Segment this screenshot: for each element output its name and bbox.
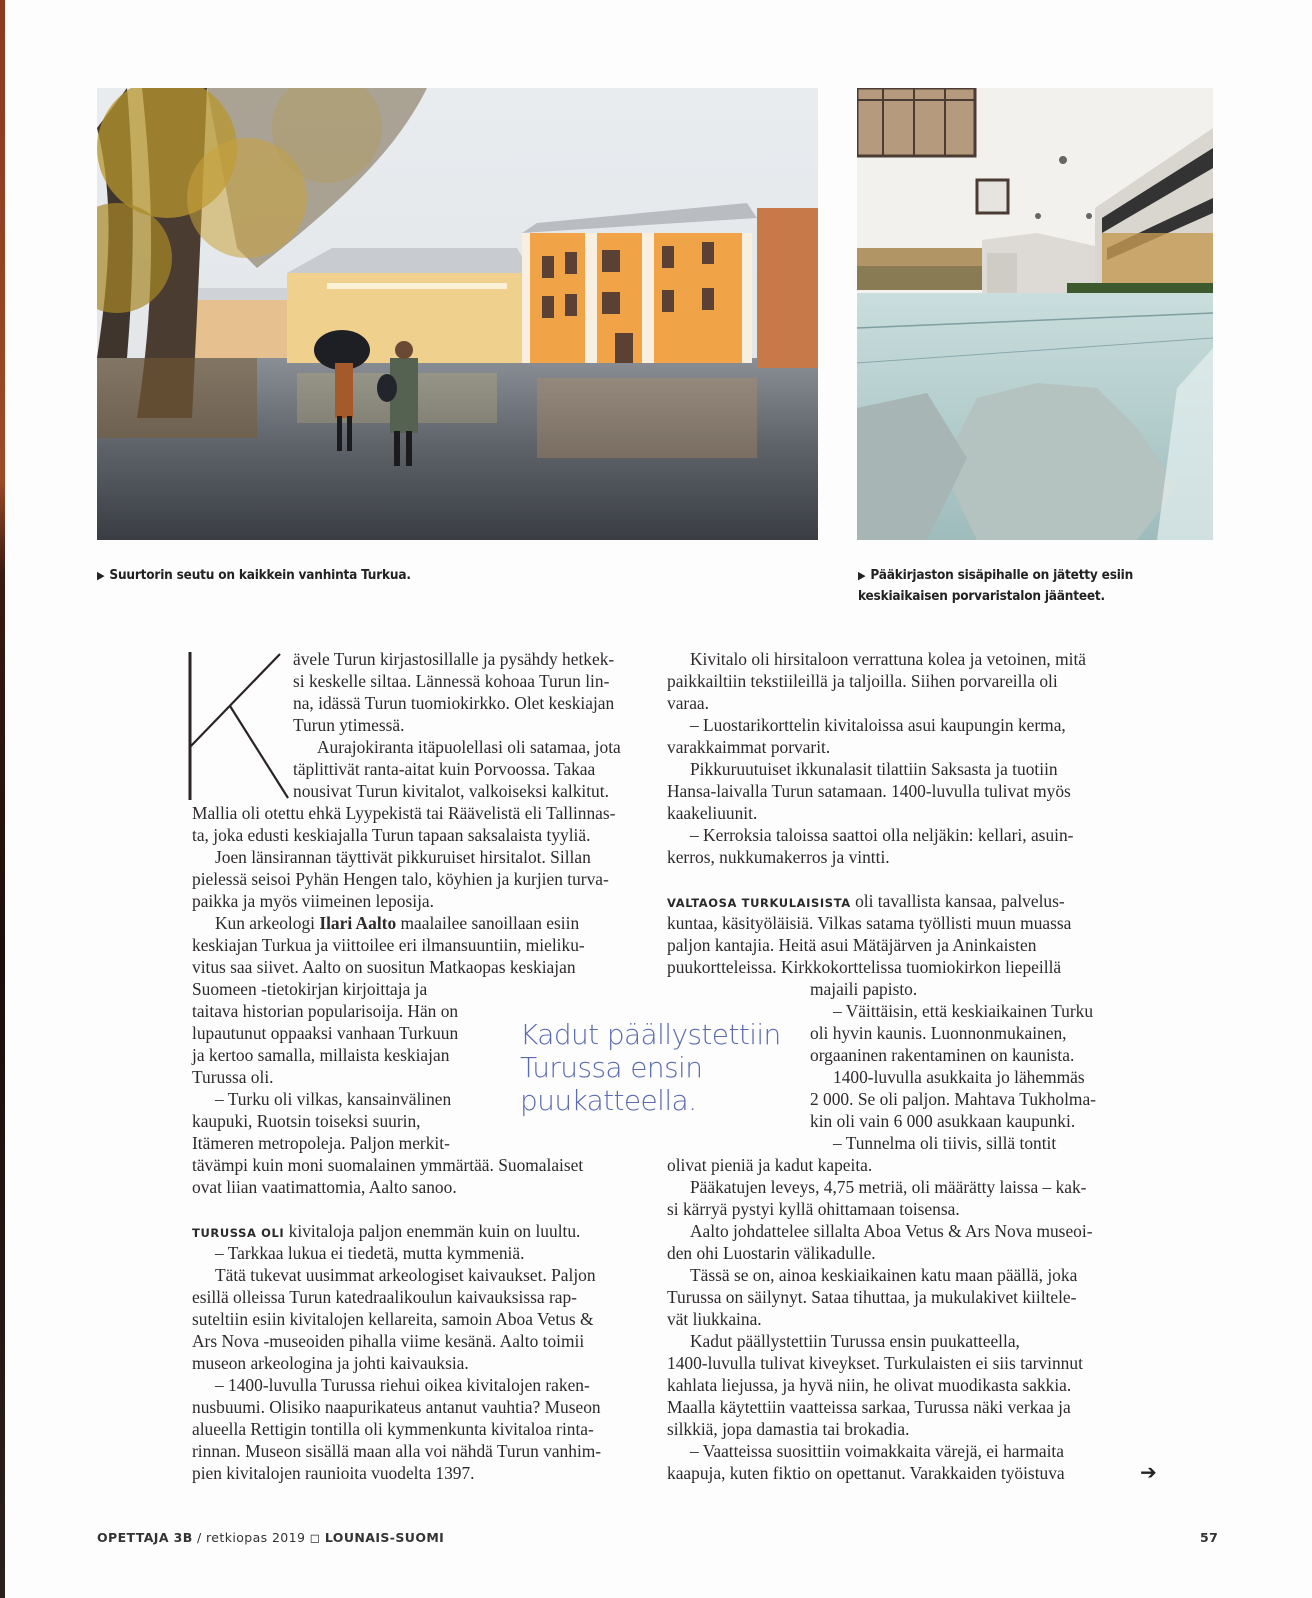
text-line: kaakeliuunit. (667, 803, 758, 823)
photo-caption-2 (858, 565, 1198, 606)
text-line: Kadut päällystettiin Turussa ensin puukatteella, (690, 1331, 1020, 1351)
text-line: Mallia oli otettu ehkä Lyypekistä tai Räävelistä eli Tallinnas- (192, 803, 616, 823)
text-line: Turussa on säilynyt. Sataa tihuttaa, ja mukulakivet kiiltele- (667, 1287, 1077, 1307)
text-line: Kivitalo oli hirsitaloon verrattuna kolea ja vetoinen, mitä (690, 649, 1087, 669)
text-line: kin oli vain 6 000 asukkaan kaupunki. (810, 1111, 1076, 1131)
text-line: – 1400-luvulla Turussa riehui oikea kivitalojen raken- (215, 1375, 590, 1395)
text-line: Maalla käytettiin vaatteissa sarkaa, Turussa näki verkaa ja (667, 1397, 1071, 1417)
text-line: – Tunnelma oli tiivis, sillä tontit (833, 1133, 1057, 1153)
caption-text-line: keskiaikaisen porvaristalon jäänteet. (858, 588, 1105, 604)
footer-separator: / (192, 1530, 207, 1545)
square-bullet-icon: ◻ (305, 1530, 325, 1545)
text-line: 1400-luvulla asukkaita jo lähemmäs (833, 1067, 1085, 1087)
text-line: – Vaatteissa suosittiin voimakkaita värejä, ei harmaita (690, 1441, 1064, 1461)
text-line: na, idässä Turun tuomiokirkko. Olet keskiajan (293, 693, 615, 713)
page-footer (97, 1530, 444, 1545)
text-line: Tätä tukevat uusimmat arkeologiset kaivaukset. Paljon (215, 1265, 596, 1285)
text-line: Turussa oli. (192, 1067, 274, 1087)
text-line: alueella Rettigin tontilla oli kymmenkunta kivitaloa rinta- (192, 1419, 594, 1439)
text-line: taitava historian popularisoija. Hän on (192, 1001, 459, 1021)
text-line: Pääkatujen leveys, 4,75 metriä, oli määrätty laissa – kak- (690, 1177, 1087, 1197)
text-line: Suomeen -tietokirjan kirjoittaja ja (192, 979, 428, 999)
text-line: Joen länsirannan täyttivät pikkuruiset hirsitalot. Sillan (215, 847, 591, 867)
text-line: tävämpi kuin moni suomalainen ymmärtää. Suomalaiset (192, 1155, 584, 1175)
photo-caption-1 (97, 565, 411, 586)
person-name: Ilari Aalto (319, 913, 397, 933)
text-line: varaa. (667, 693, 709, 713)
text-line: varakkaimmat porvarit. (667, 737, 831, 757)
text-line: oli hyvin kaunis. Luonnonmukainen, (810, 1023, 1067, 1043)
text-line: lupautunut oppaaksi vanhaan Turkuun (192, 1023, 459, 1043)
text-line: pielessä seisoi Pyhän Hengen talo, köyhien ja kurjien turva- (192, 869, 609, 889)
text-line: kaupuki, Ruotsin toiseksi suurin, (192, 1111, 421, 1131)
text-line: ovat liian vaatimattomia, Aalto sanoo. (192, 1177, 457, 1197)
pull-quote-line: Turussa ensin (520, 1051, 703, 1084)
text-line (192, 1220, 580, 1244)
text-line: Aurajokiranta itäpuolellasi oli satamaa, jota (317, 737, 621, 757)
pull-quote (520, 1018, 781, 1117)
text-line: majaili papisto. (810, 979, 918, 999)
text-line: kerros, nukkumakerros ja vintti. (667, 847, 890, 867)
text-line: Itämeren metropoleja. Paljon merkit- (192, 1133, 450, 1153)
text-line: 1400-luvulla tulivat kiveykset. Turkulaisten ei siis tarvinnut (667, 1353, 1083, 1373)
text-line: paikka ja myös viimeinen leposija. (192, 891, 434, 911)
text-line: ävele Turun kirjastosillalle ja pysähdy hetkek- (293, 649, 615, 669)
text-line: si kärryä pystyi kyllä ohittamaan toisensa. (667, 1199, 960, 1219)
text-line: museon arkeologina ja johti kaivauksia. (192, 1353, 469, 1373)
text-line: – Luostarikorttelin kivitaloissa asui kaupungin kerma, (690, 715, 1066, 735)
text-line: Aalto johdattelee sillalta Aboa Vetus & Ars Nova museoi- (690, 1221, 1093, 1241)
text-line: paljon kantajia. Heitä asui Mätäjärven ja Aninkaisten (667, 935, 1037, 955)
section-lead-in: VALTAOSA TURKULAISISTA (667, 896, 851, 910)
text-line: – Väittäisin, että keskiaikainen Turku (833, 1001, 1094, 1021)
text-line: keskiajan Turkua ja viittoilee eri ilmansuuntiin, mieliku- (192, 935, 585, 955)
pull-quote-line: puukatteella. (520, 1084, 697, 1117)
caption-marker-icon: ▶ (858, 569, 866, 582)
dropcap-letter-k (188, 652, 290, 800)
pull-quote-line: Kadut päällystettiin (520, 1018, 781, 1051)
text-span: maalailee sanoillaan esiin (396, 913, 580, 933)
text-span: oli tavallista kansaa, palvelus- (850, 891, 1065, 911)
caption-marker-icon: ▶ (97, 569, 105, 582)
text-line (667, 890, 1065, 914)
text-line: olivat pieniä ja kadut kapeita. (667, 1155, 873, 1175)
text-line: den ohi Luostarin välikadulle. (667, 1243, 876, 1263)
caption-text: Suurtorin seutu on kaikkein vanhinta Turkua. (109, 567, 411, 583)
text-line: 2 000. Se oli paljon. Mahtava Tukholma- (810, 1089, 1096, 1109)
text-line: si keskelle siltaa. Lännessä kohoaa Turun lin- (293, 671, 610, 691)
text-line: orgaaninen rakentaminen on kaunista. (810, 1045, 1075, 1065)
text-line: esillä olleissa Turun katedraalikoulun kaivauksissa rap- (192, 1287, 577, 1307)
text-line: Tässä se on, ainoa keskiaikainen katu maan päällä, joka (690, 1265, 1078, 1285)
text-line: paikkailtiin tekstiileillä ja taljoilla. Siihen porvareilla oli (667, 671, 1058, 691)
text-span: Kun arkeologi (215, 913, 320, 933)
region-name: LOUNAIS-SUOMI (324, 1530, 445, 1545)
text-line: täplittivät ranta-aitat kuin Porvoossa. Takaa (293, 759, 596, 779)
text-line: nousivat Turun kivitalot, valkoiseksi kalkitut. (293, 781, 609, 801)
text-line: – Kerroksia taloissa saattoi olla neljäkin: kellari, asuin- (690, 825, 1074, 845)
text-line: kahlata liejussa, ja hyvä niin, he olivat muodikasta sakkia. (667, 1375, 1072, 1395)
text-span: kivitaloja paljon enemmän kuin on luultu. (288, 1221, 581, 1241)
text-line: Turun ytimessä. (293, 715, 405, 735)
rainy-market-square-photo (97, 88, 818, 540)
arrow-right-icon[interactable]: ➔ (1140, 1460, 1157, 1484)
text-line: vitus saa siivet. Aalto on suositun Matkaopas keskiajan (192, 957, 576, 977)
text-line (215, 912, 579, 934)
text-line: ta, joka edusti keskiajalla Turun tapaan saksalaista tyyliä. (192, 825, 591, 845)
library-courtyard-ruins-photo (857, 88, 1213, 540)
adjacent-page-edge (0, 0, 5, 1598)
text-line: Hansa-laivalla Turun satamaan. 1400-luvulla tulivat myös (667, 781, 1071, 801)
text-line: Ars Nova -museoiden pihalla viime kesänä. Aalto toimii (192, 1331, 585, 1351)
text-line: vät liukkaina. (667, 1309, 762, 1329)
text-line: – Turku oli vilkas, kansainvälinen (215, 1089, 452, 1109)
text-line: ja kertoo samalla, millaista keskiajan (192, 1045, 450, 1065)
section-lead-in: TURUSSA OLI (192, 1226, 285, 1240)
text-line: pien kivitalojen raunioita vuodelta 1397. (192, 1463, 475, 1483)
text-line: puukortteleissa. Kirkkokorttelissa tuomiokirkon liepeillä (667, 957, 1062, 977)
text-line: – Tarkkaa lukua ei tiedetä, mutta kymmeniä. (215, 1243, 525, 1263)
text-line: kaapuja, kuten fiktio on opettanut. Varakkaiden työistuva (667, 1463, 1065, 1483)
text-line: nusbuumi. Olisiko naapurikateus antanut vauhtia? Museon (192, 1397, 601, 1417)
page-number: 57 (1200, 1530, 1219, 1545)
text-line: suteltiin esiin kivitalojen kellareita, samoin Aboa Vetus & (192, 1309, 594, 1329)
text-line: silkkiä, jopa damastia tai brokadia. (667, 1419, 910, 1439)
text-line: kuntaa, käsityöläisiä. Vilkas satama työllisti muun muassa (667, 913, 1072, 933)
magazine-name: OPETTAJA 3B (97, 1530, 193, 1545)
caption-text-line: Pääkirjaston sisäpihalle on jätetty esiin (870, 567, 1134, 583)
issue-name: retkiopas 2019 (206, 1530, 306, 1545)
text-line: Pikkuruutuiset ikkunalasit tilattiin Saksasta ja tuotiin (690, 759, 1058, 779)
text-line: rinnan. Museon sisällä maan alla voi nähdä Turun vanhim- (192, 1441, 602, 1461)
